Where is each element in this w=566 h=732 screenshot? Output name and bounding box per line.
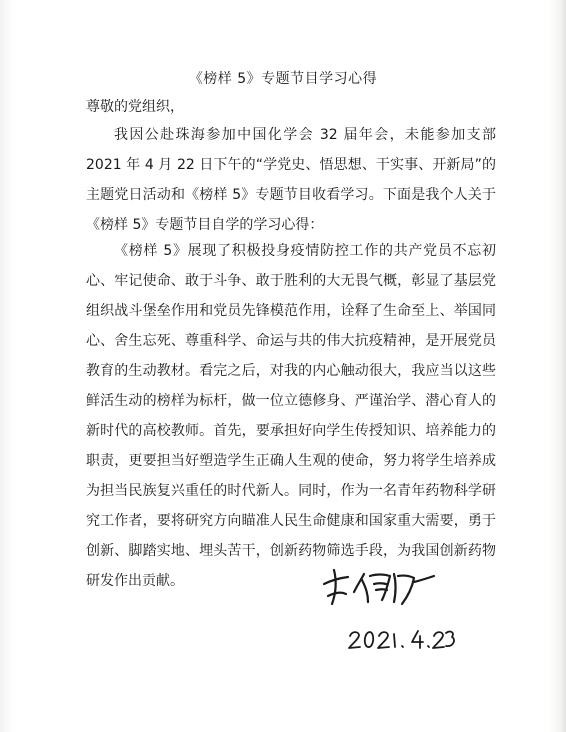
paragraph-2-text: 《榜样 5》展现了积极投身疫情防控工作的共产党员不忘初心、牢记使命、敢于斗争、敢于胜利的大无畏气概，彰显了基层党组织战斗堡垒作用和党员先锋模范作用，诠释了生命至上、举国同心、舍生忘死、尊重科学、命运与共的伟大抗疫精神，是开展党员教育的生动教材。看完之后，对我的内心触动很大，我应当以这些鲜活生动的榜样为标杆，做一位立德修身、严谨治学、潜心育人的新时代的高校教师。首先，要承担好向学生传授知识、培养能力的职责，更要担当好塑造学生正确人生观的使命，努力将学生培养成为担当民族复兴重任的时代新人。同时，作为一名青年药物科学研究工作者，要将研究方向瞄准人民生命健康和国家重大需要，勇于创新、脚踏实地、埋头苦干，创新药物筛选手段，为我国创新药物研发作出贡献。: [86, 243, 496, 589]
document-title: 《榜样 5》专题节目学习心得: [188, 71, 378, 87]
handwritten-date: [346, 626, 456, 652]
paragraph-1-text: 我因公赴珠海参加中国化学会 32 届年会，未能参加支部 2021 年 4 月 22 日下午的“学党史、悟思想、干实事、开新局”的主题党日活动和《榜样 5》专题节目收看学习。下面是我个人关于《榜样 5》专题节目自学的学习心得：: [86, 127, 496, 233]
salutation: 尊敬的党组织，: [86, 99, 184, 115]
handwritten-signature: [318, 562, 438, 612]
paragraph-2: [86, 236, 496, 596]
scan-edge-shadow: [560, 0, 566, 732]
paragraph-1: [86, 120, 496, 240]
